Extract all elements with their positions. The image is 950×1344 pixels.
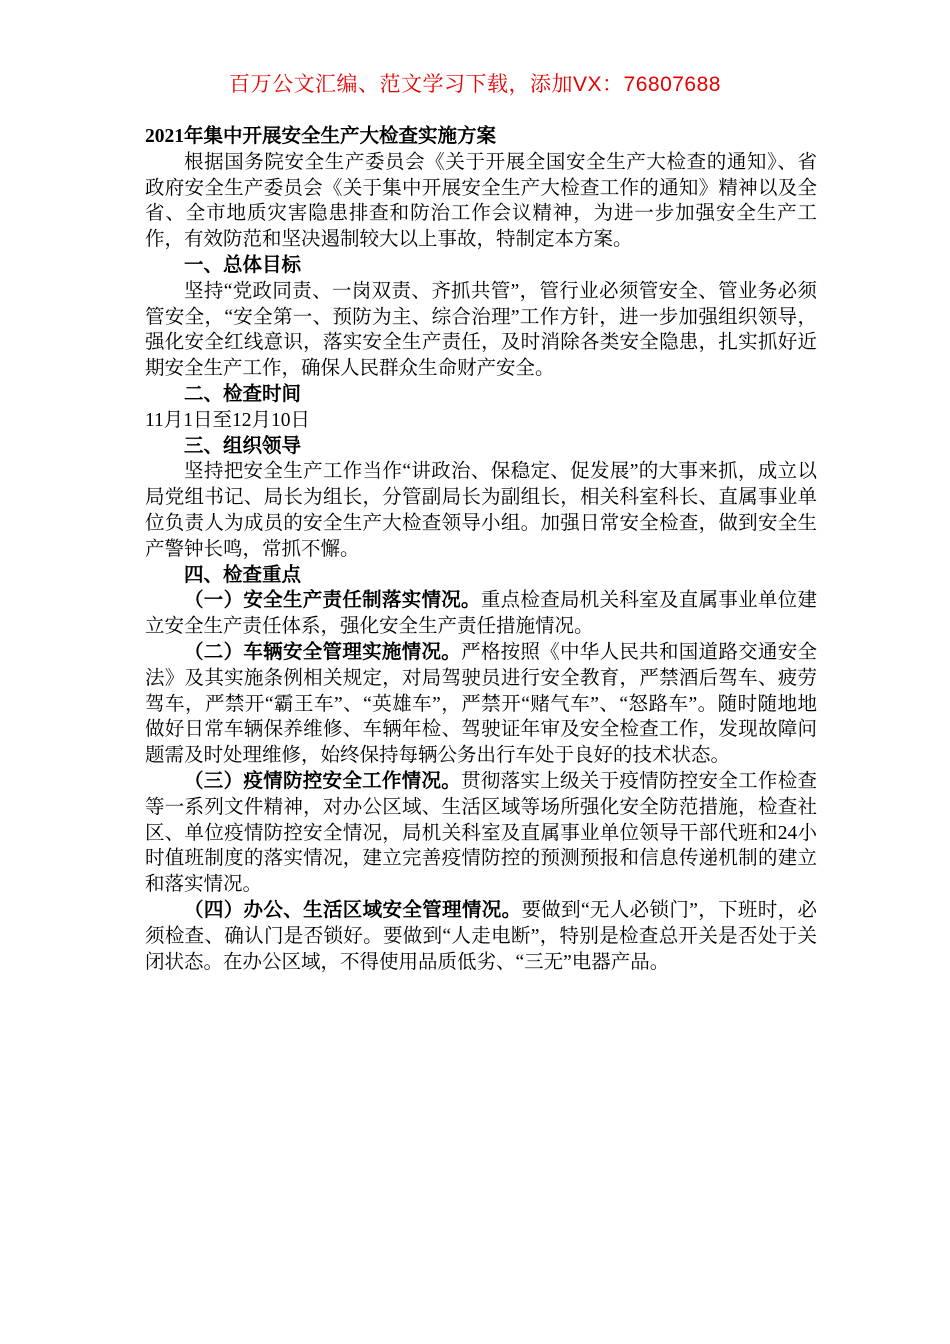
inspection-item-3 [145, 769, 817, 898]
inspection-item-2 [145, 640, 817, 769]
inspection-item-4-text: 要做到“无人必锁门”，下班时，必须检查、确认门是否锁好。要做到“人走电断”，特别是检查总开关是否处于关闭状态。在办公区域，不得使用品质低劣、“三无”电器产品。 [145, 899, 817, 973]
section-heading-inspection-focus: 四、检查重点 [184, 564, 302, 586]
section-paragraph-overall-goals: 坚持“党政同责、一岗双责、齐抓共管”，管行业必须管安全、管业务必须管安全，“安全第一、预防为主、综合治理”工作方针，进一步加强组织领导，强化安全红线意识，落实安全生产责任，及时消除各类安全隐患，扎实抓好近期安全生产工作，确保人民群众生命财产安全。 [145, 280, 817, 380]
section-heading-overall-goals: 一、总体目标 [184, 254, 302, 276]
intro-paragraph: 根据国务院安全生产委员会《关于开展全国安全生产大检查的通知》、省政府安全生产委员会《关于集中开展安全生产大检查工作的通知》精神以及全省、全市地质灾害隐患排查和防治工作会议精神，为进一步加强安全生产工作，有效防范和坚决遏制较大以上事故，特制定本方案。 [145, 151, 817, 251]
inspection-item-3-text: 贯彻落实上级关于疫情防控安全工作检查等一系列文件精神，对办公区域、生活区域等场所强化安全防范措施，检查社区、单位疫情防控安全情况，局机关科室及直属事业单位领导干部代班和24小时值班制度的落实情况，建立完善疫情防控的预测预报和信息传递机制的建立和落实情况。 [145, 770, 817, 896]
inspection-item-3-label: （三）疫情防控安全工作情况。 [184, 770, 462, 792]
watermark-notice: 百万公文汇编、范文学习下载，添加VX：76807688 [229, 73, 721, 96]
section-paragraph-organization-leadership: 坚持把安全生产工作当作“讲政治、保稳定、促发展”的大事来抓，成立以局党组书记、局长为组长，分管副局长为副组长，相关科室科长、直属事业单位负责人为成员的安全生产大检查领导小组。加强日常安全检查，做到安全生产警钟长鸣，常抓不懈。 [145, 461, 817, 560]
section-paragraph-inspection-time: 11月1日至12月10日 [145, 409, 311, 431]
section-heading-inspection-time: 二、检查时间 [184, 383, 302, 405]
inspection-item-1-text: 重点检查局机关科室及直属事业单位建立安全生产责任体系，强化安全生产责任措施情况。 [145, 590, 817, 638]
inspection-item-2-text: 严格按照《中华人民共和国道路交通安全法》及其实施条例相关规定，对局驾驶员进行安全教育，严禁酒后驾车、疲劳驾车，严禁开“霸王车”、“英雄车”，严禁开“赌气车”、“怒路车”。随时随地地做好日常车辆保养维修、车辆年检、驾驶证年审及安全检查工作，发现故障问题需及时处理维修，始终保持每辆公务出行车处于良好的技术状态。 [145, 641, 817, 767]
inspection-item-4-label: （四）办公、生活区域安全管理情况。 [184, 899, 522, 921]
document-title: 2021年集中开展安全生产大检查实施方案 [145, 126, 497, 147]
inspection-item-1 [145, 588, 817, 640]
inspection-item-2-label: （二）车辆安全管理实施情况。 [184, 641, 462, 663]
section-heading-organization-leadership: 三、组织领导 [184, 435, 302, 457]
inspection-item-1-label: （一）安全生产责任制落实情况。 [184, 590, 481, 612]
document-body [145, 124, 817, 975]
inspection-item-4 [145, 898, 817, 975]
